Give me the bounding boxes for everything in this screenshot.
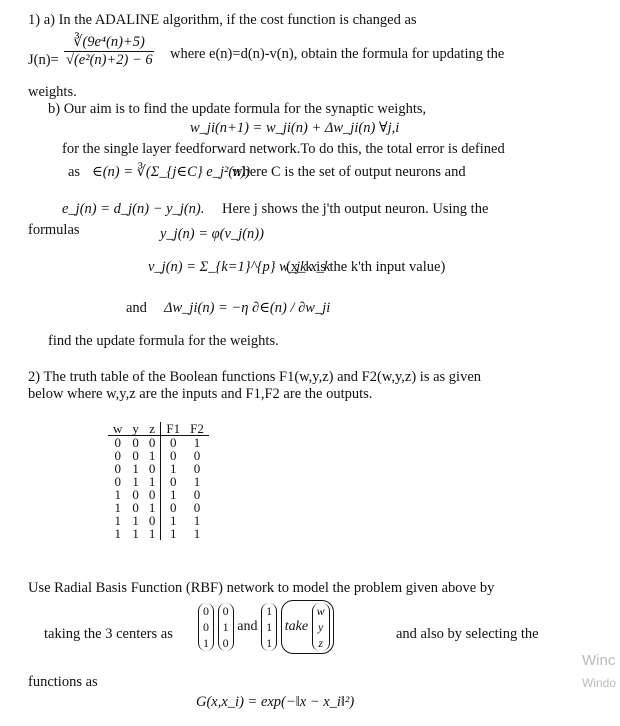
truth-table bbox=[108, 422, 209, 540]
table-cell: 0 bbox=[132, 435, 139, 450]
table-cell: 1 bbox=[144, 501, 161, 514]
centers-and: and bbox=[237, 619, 258, 634]
header-f2: F2 bbox=[185, 422, 209, 436]
header-y: y bbox=[127, 422, 144, 436]
here-text: Here j shows the j'th output neuron. Using the bbox=[222, 201, 489, 217]
table-cell: 1 bbox=[144, 475, 161, 488]
centers-text: taking the 3 centers as bbox=[44, 626, 173, 642]
table-cell: 0 bbox=[170, 448, 177, 463]
table-cell: 1 bbox=[114, 513, 121, 528]
watermark-line2: Windo bbox=[582, 676, 617, 690]
table-cell: 1 bbox=[114, 500, 121, 515]
q1b-intro: b) Our aim is to find the update formula for the synaptic weights, bbox=[48, 101, 427, 117]
table-cell: 0 bbox=[170, 474, 177, 489]
table-cell: 0 bbox=[132, 500, 139, 515]
table-cell: 1 bbox=[170, 526, 177, 541]
table-cell: 1 bbox=[170, 513, 177, 528]
table-cell: 1 bbox=[170, 487, 177, 502]
table-cell: 0 bbox=[193, 461, 201, 476]
input-vector-box bbox=[281, 600, 334, 654]
cost-function-numerator: ∛(9e⁴(n)+5) bbox=[64, 34, 154, 52]
table-cell: 1 bbox=[132, 513, 139, 528]
functions-as-text: functions as bbox=[28, 674, 98, 690]
table-cell: 1 bbox=[144, 527, 161, 540]
input-vector: w y z bbox=[312, 603, 330, 651]
watermark-line1: Winc bbox=[582, 652, 616, 669]
weights-text: weights. bbox=[28, 84, 77, 100]
header-z: z bbox=[144, 422, 161, 436]
table-cell: 0 bbox=[114, 474, 121, 489]
output-neurons-text: where C is the set of output neurons and bbox=[232, 164, 466, 180]
center-vector-3: 1 1 1 bbox=[261, 603, 277, 651]
table-row bbox=[108, 527, 209, 540]
truth-table-wrapper bbox=[108, 422, 209, 540]
table-cell: 1 bbox=[193, 526, 201, 541]
selecting-text: and also by selecting the bbox=[396, 626, 539, 642]
table-cell: 0 bbox=[144, 488, 161, 501]
cost-where-text: where e(n)=d(n)-v(n), obtain the formula for updating the bbox=[170, 46, 505, 62]
gaussian-function: G(x,x_i) = exp(−‖x − x_i‖²) bbox=[196, 694, 355, 710]
table-cell: 0 bbox=[193, 487, 201, 502]
table-cell: 0 bbox=[114, 461, 121, 476]
table-cell: 1 bbox=[144, 449, 161, 462]
weight-update-equation: w_ji(n+1) = w_ji(n) + Δw_ji(n) ∀j,i bbox=[190, 120, 400, 136]
error-definition: e_j(n) = d_j(n) − y_j(n). bbox=[62, 201, 205, 217]
cost-function-denominator: √(e²(n)+2) − 6 bbox=[66, 52, 153, 68]
rbf-text: Use Radial Basis Function (RBF) network to model the problem given above by bbox=[28, 580, 495, 596]
and-text: and bbox=[126, 300, 147, 316]
table-cell: 1 bbox=[193, 435, 201, 450]
table-cell: 0 bbox=[132, 448, 139, 463]
header-f1: F1 bbox=[161, 422, 185, 436]
q2-intro-line2: below where w,y,z are the inputs and F1,F2 are the outputs. bbox=[28, 386, 373, 402]
table-cell: 1 bbox=[132, 461, 139, 476]
table-cell: 0 bbox=[144, 436, 161, 450]
center-vector-1: 0 0 1 0 1 0 and 1 1 1 take w y z bbox=[198, 600, 334, 654]
output-formula: y_j(n) = φ(v_j(n)) bbox=[160, 226, 264, 242]
center-vector-2: 0 1 0 bbox=[218, 603, 234, 651]
table-cell: 1 bbox=[132, 526, 139, 541]
cost-function-lhs: J(n)= bbox=[28, 52, 59, 68]
q1a-intro: 1) a) In the ADALINE algorithm, if the cost function is changed as bbox=[28, 12, 417, 28]
net-input-formula: v_j(n) = Σ_{k=1}^{p} w_jk x_k bbox=[148, 259, 331, 275]
total-error-equation: ∈(n) = ∛(Σ_{j∈C} e_j²(n)) bbox=[92, 164, 251, 180]
table-cell: 0 bbox=[170, 500, 177, 515]
table-cell: 0 bbox=[132, 487, 139, 502]
truth-table-header bbox=[108, 422, 209, 436]
table-cell: 0 bbox=[144, 514, 161, 527]
q2-intro-line1: 2) The truth table of the Boolean functions F1(w,y,z) and F2(w,y,z) is as given bbox=[28, 369, 482, 385]
formulas-text: formulas bbox=[28, 222, 80, 238]
header-w: w bbox=[108, 422, 127, 436]
table-row bbox=[108, 436, 209, 450]
cost-function-fraction bbox=[64, 34, 154, 69]
table-cell: 0 bbox=[144, 462, 161, 475]
delta-weight-formula: Δw_ji(n) = −η ∂∈(n) / ∂w_ji bbox=[164, 300, 331, 316]
table-cell: 0 bbox=[193, 448, 201, 463]
table-cell: 0 bbox=[114, 435, 121, 450]
table-cell: 1 bbox=[132, 474, 139, 489]
network-text: for the single layer feedforward network.To do this, the total error is defined bbox=[62, 141, 505, 157]
find-update-text: find the update formula for the weights. bbox=[48, 333, 279, 349]
input-note: (x_k is the k'th input value) bbox=[286, 259, 446, 275]
table-cell: 0 bbox=[114, 448, 121, 463]
table-cell: 0 bbox=[170, 435, 177, 450]
table-cell: 1 bbox=[170, 461, 177, 476]
take-text: take bbox=[284, 619, 309, 634]
table-cell: 1 bbox=[114, 526, 121, 541]
as-text: as bbox=[68, 164, 81, 180]
table-cell: 0 bbox=[193, 500, 201, 515]
table-cell: 1 bbox=[114, 487, 121, 502]
table-cell: 1 bbox=[193, 513, 201, 528]
table-cell: 1 bbox=[193, 474, 201, 489]
